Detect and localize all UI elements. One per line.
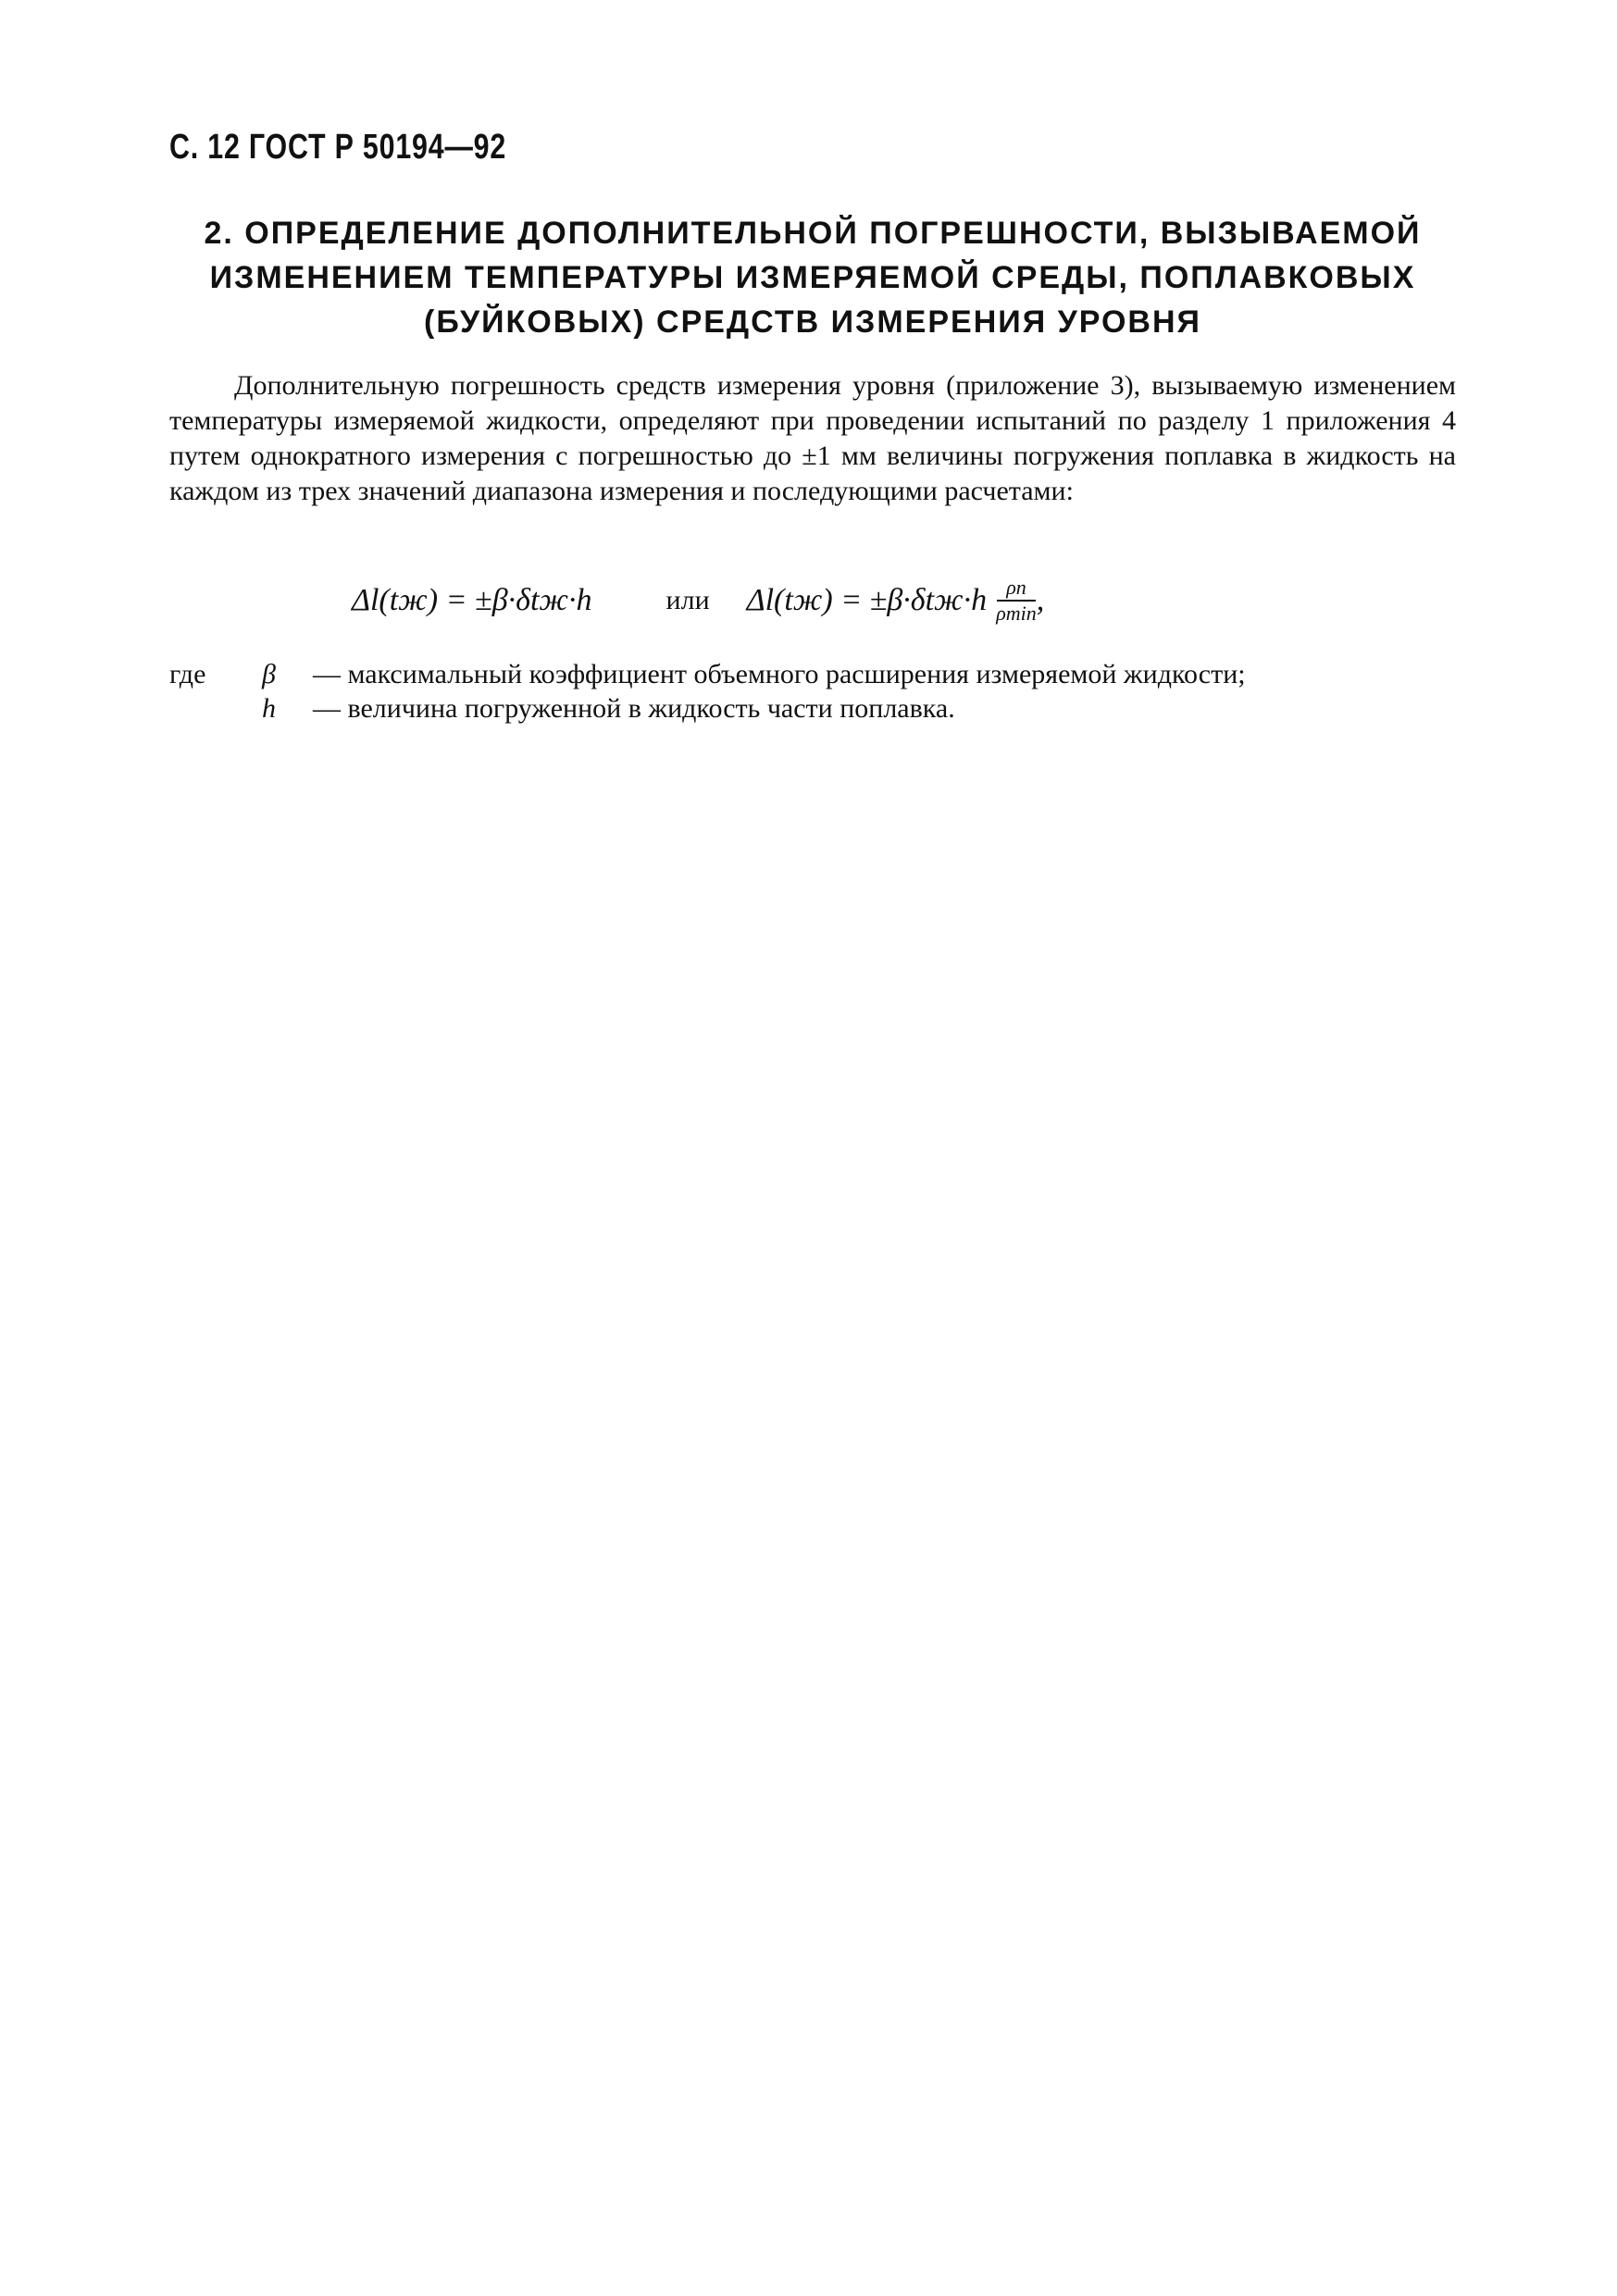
legend-definitions (169, 657, 1456, 726)
definition-h (169, 691, 1456, 726)
numerator: ρп (997, 576, 1036, 602)
where-word: где (169, 659, 206, 689)
symbol: h (262, 693, 276, 724)
page-header: С. 12 ГОСТ Р 50194—92 (169, 128, 507, 167)
denominator: ρmin (996, 602, 1037, 625)
symbol: β (262, 659, 276, 689)
formula-or: или (665, 585, 710, 615)
section-title: 2. ОПРЕДЕЛЕНИЕ ДОПОЛНИТЕЛЬНОЙ ПОГРЕШНОСТИ, ВЫЗЫВАЕМОЙ ИЗМЕНЕНИЕМ ТЕМПЕРАТУРЫ ИЗМЕРЯЕМОЙ СРЕДЫ, ПОПЛАВКОВЫХ (БУЙКОВЫХ) СРЕДСТВ ИЗМЕРЕНИЯ УРОВНЯ (204, 216, 1422, 340)
formula-left: Δl(tж) = ±β·δtж·h (352, 583, 592, 617)
formula (352, 576, 1044, 626)
paragraph: Дополнительную погрешность средств измерения уровня (приложение 3), вызываемую изменением температуры измеряемой жидкости, определяют при проведении испытаний по разделу 1 приложения 4 путем однократного измерения с погрешностью до ±1 мм величины погружения поплавка в жидкость на каждом из трех значений диапазона измерения и последующими расчетами: (169, 370, 1456, 506)
definition-text: — максимальный коэффициент объемного расширения измеряемой жидкости; (313, 659, 1246, 689)
definition-text: — величина погруженной в жидкость части поплавка. (313, 693, 955, 724)
formula-right: Δl(tж) = ±β·δtж·h (746, 583, 988, 617)
formula-comma: , (1036, 583, 1045, 617)
definition-beta (169, 657, 1456, 691)
fraction (996, 576, 1037, 626)
